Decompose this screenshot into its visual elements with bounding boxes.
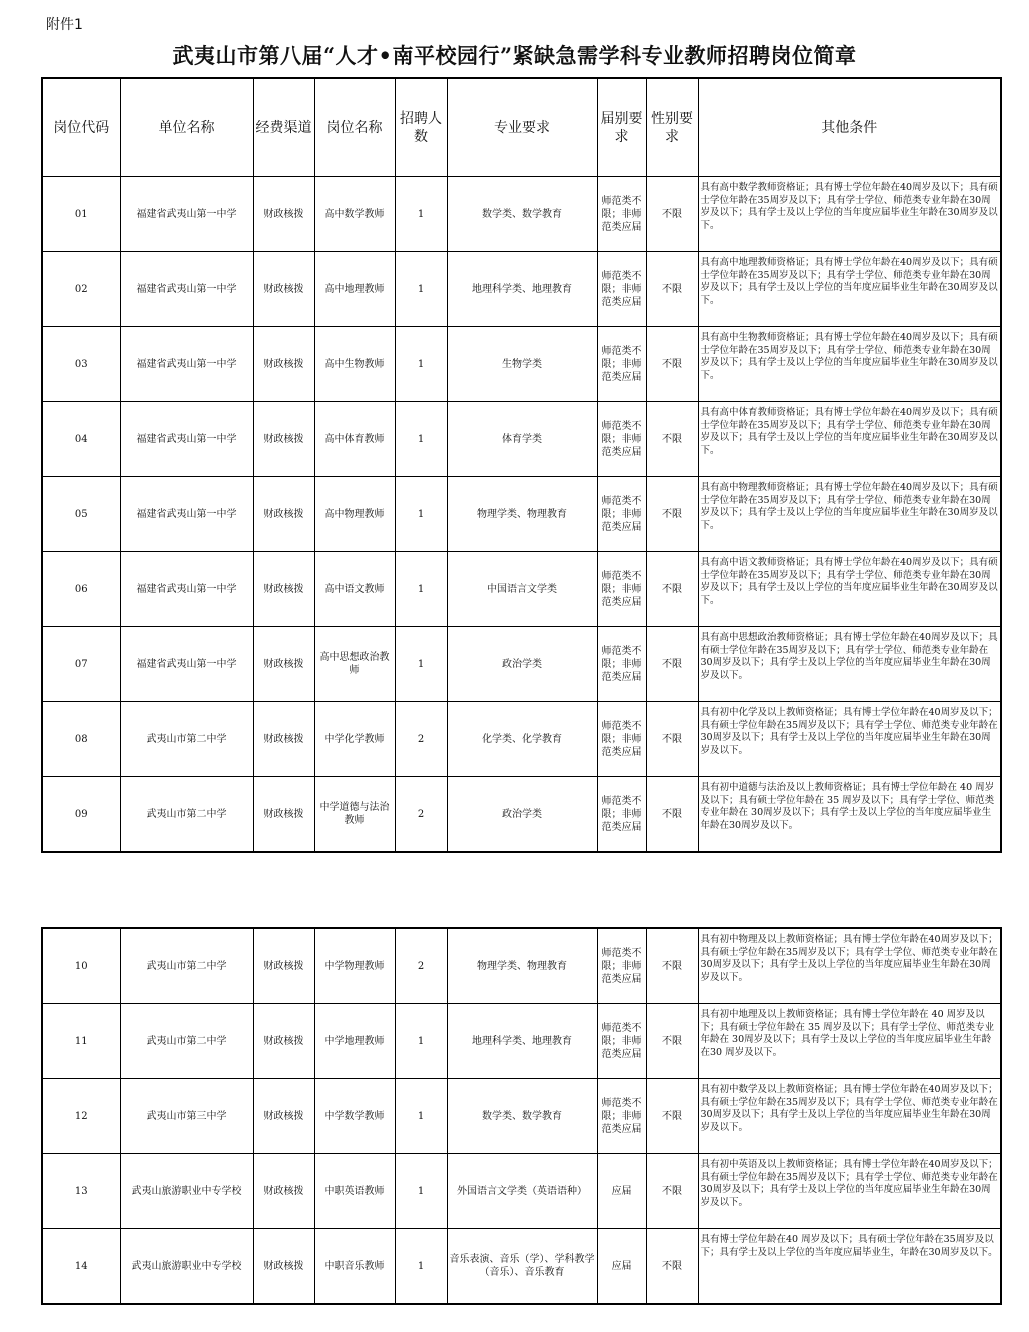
cell-other-conditions: 具有高中数学教师资格证；具有博士学位年龄在40周岁及以下；具有硕士学位年龄在35周岁及以下；具有学士学位、师范类专业年龄在30周岁及以下；具有学士及以上学位的当年度应届毕业生年龄在30周岁及以下。 (698, 177, 1001, 252)
cell-count: 2 (395, 777, 447, 853)
cell-count: 2 (395, 702, 447, 777)
cell-code: 07 (42, 627, 120, 702)
cell-major: 政治学类 (447, 777, 597, 853)
cell-count: 1 (395, 627, 447, 702)
table-row (42, 627, 1001, 702)
cell-graduate: 师范类不限；非师范类应届 (597, 402, 646, 477)
cell-other-conditions: 具有初中物理及以上教师资格证；具有博士学位年龄在40周岁及以下；具有硕士学位年龄在35周岁及以下；具有学士学位、师范类专业年龄在30周岁及以下；具有学士及以上学位的当年度应届毕业生年龄在30周岁及以下。 (698, 928, 1001, 1004)
cell-code: 05 (42, 477, 120, 552)
cell-other-conditions: 具有初中化学及以上教师资格证；具有博士学位年龄在40周岁及以下；具有硕士学位年龄在35周岁及以下；具有学士学位、师范类专业年龄在30周岁及以下；具有学士及以上学位的当年度应届毕业生年龄在30周岁及以下。 (698, 702, 1001, 777)
cell-major: 地理科学类、地理教育 (447, 1004, 597, 1079)
cell-graduate: 师范类不限；非师范类应届 (597, 252, 646, 327)
cell-unit: 福建省武夷山第一中学 (120, 402, 253, 477)
cell-position: 中职英语教师 (314, 1154, 395, 1229)
cell-unit: 福建省武夷山第一中学 (120, 477, 253, 552)
cell-code: 11 (42, 1004, 120, 1079)
cell-code: 02 (42, 252, 120, 327)
cell-gender: 不限 (646, 702, 698, 777)
cell-funding: 财政核拨 (253, 252, 314, 327)
cell-funding: 财政核拨 (253, 402, 314, 477)
cell-code: 13 (42, 1154, 120, 1229)
cell-count: 1 (395, 252, 447, 327)
table-row (42, 1004, 1001, 1079)
document-title: 武夷山市第八届“人才•南平校园行”紧缺急需学科专业教师招聘岗位简章 (172, 43, 857, 68)
header-code: 岗位代码 (42, 78, 120, 177)
cell-funding: 财政核拨 (253, 928, 314, 1004)
cell-graduate: 师范类不限；非师范类应届 (597, 702, 646, 777)
cell-position: 中职音乐教师 (314, 1229, 395, 1305)
cell-count: 1 (395, 177, 447, 252)
table-row (42, 777, 1001, 853)
cell-position: 中学物理教师 (314, 928, 395, 1004)
cell-graduate: 师范类不限；非师范类应届 (597, 177, 646, 252)
cell-major: 数学类、数学教育 (447, 177, 597, 252)
cell-count: 1 (395, 552, 447, 627)
cell-position: 高中地理教师 (314, 252, 395, 327)
cell-unit: 福建省武夷山第一中学 (120, 177, 253, 252)
cell-position: 中学数学教师 (314, 1079, 395, 1154)
cell-code: 06 (42, 552, 120, 627)
cell-gender: 不限 (646, 1079, 698, 1154)
cell-graduate: 师范类不限；非师范类应届 (597, 477, 646, 552)
cell-graduate: 师范类不限；非师范类应届 (597, 1004, 646, 1079)
cell-unit: 福建省武夷山第一中学 (120, 252, 253, 327)
cell-gender: 不限 (646, 627, 698, 702)
cell-major: 体育学类 (447, 402, 597, 477)
cell-unit: 武夷山旅游职业中专学校 (120, 1229, 253, 1305)
cell-other-conditions: 具有高中生物教师资格证；具有博士学位年龄在40周岁及以下；具有硕士学位年龄在35周岁及以下；具有学士学位、师范类专业年龄在30周岁及以下；具有学士及以上学位的当年度应届毕业生年龄在30周岁及以下。 (698, 327, 1001, 402)
table-row (42, 552, 1001, 627)
cell-funding: 财政核拨 (253, 552, 314, 627)
cell-funding: 财政核拨 (253, 477, 314, 552)
cell-gender: 不限 (646, 327, 698, 402)
cell-position: 中学地理教师 (314, 1004, 395, 1079)
header-unit: 单位名称 (120, 78, 253, 177)
cell-code: 03 (42, 327, 120, 402)
cell-code: 10 (42, 928, 120, 1004)
cell-gender: 不限 (646, 252, 698, 327)
cell-code: 04 (42, 402, 120, 477)
cell-count: 1 (395, 1229, 447, 1305)
table-row (42, 928, 1001, 1004)
cell-unit: 武夷山市第二中学 (120, 702, 253, 777)
cell-major: 中国语言文学类 (447, 552, 597, 627)
cell-other-conditions: 具有初中道德与法治及以上教师资格证；具有博士学位年龄在 40 周岁及以下；具有硕士学位年龄在 35 周岁及以下；具有学士学位、师范类专业年龄在 30周岁及以下；具有学士及以上学位的当年度应届毕业生年龄在30周岁及以下。 (698, 777, 1001, 853)
cell-count: 1 (395, 327, 447, 402)
cell-graduate: 师范类不限；非师范类应届 (597, 928, 646, 1004)
header-position: 岗位名称 (314, 78, 395, 177)
cell-other-conditions: 具有高中语文教师资格证；具有博士学位年龄在40周岁及以下；具有硕士学位年龄在35周岁及以下；具有学士学位、师范类专业年龄在30周岁及以下；具有学士及以上学位的当年度应届毕业生年龄在30周岁及以下。 (698, 552, 1001, 627)
cell-graduate: 师范类不限；非师范类应届 (597, 1079, 646, 1154)
table-row (42, 1229, 1001, 1305)
cell-funding: 财政核拨 (253, 1229, 314, 1305)
cell-position: 中学道德与法治教师 (314, 777, 395, 853)
cell-major: 地理科学类、地理教育 (447, 252, 597, 327)
cell-other-conditions: 具有初中英语及以上教师资格证；具有博士学位年龄在40周岁及以下；具有硕士学位年龄在35周岁及以下；具有学士学位、师范类专业年龄在30周岁及以下；具有学士及以上学位的当年度应届毕业生年龄在30周岁及以下。 (698, 1154, 1001, 1229)
cell-other-conditions: 具有博士学位年龄在40 周岁及以下；具有硕士学位年龄在35周岁及以下；具有学士及以上学位的当年度应届毕业生，年龄在30周岁及以下。 (698, 1229, 1001, 1305)
cell-funding: 财政核拨 (253, 777, 314, 853)
header-row (42, 78, 1001, 177)
header-funding: 经费渠道 (253, 78, 314, 177)
cell-gender: 不限 (646, 1154, 698, 1229)
cell-unit: 福建省武夷山第一中学 (120, 327, 253, 402)
cell-unit: 福建省武夷山第一中学 (120, 627, 253, 702)
cell-code: 01 (42, 177, 120, 252)
cell-count: 1 (395, 477, 447, 552)
cell-funding: 财政核拨 (253, 327, 314, 402)
cell-count: 2 (395, 928, 447, 1004)
cell-other-conditions: 具有初中数学及以上教师资格证；具有博士学位年龄在40周岁及以下；具有硕士学位年龄在35周岁及以下；具有学士学位、师范类专业年龄在30周岁及以下；具有学士及以上学位的当年度应届毕业生年龄在30周岁及以下。 (698, 1079, 1001, 1154)
cell-graduate: 师范类不限；非师范类应届 (597, 627, 646, 702)
cell-position: 中学化学教师 (314, 702, 395, 777)
cell-graduate: 师范类不限；非师范类应届 (597, 777, 646, 853)
cell-gender: 不限 (646, 552, 698, 627)
cell-major: 物理学类、物理教育 (447, 928, 597, 1004)
cell-major: 音乐表演、音乐（学）、学科教学（音乐）、音乐教育 (447, 1229, 597, 1305)
table-row (42, 702, 1001, 777)
header-major: 专业要求 (447, 78, 597, 177)
table-row (42, 1079, 1001, 1154)
cell-position: 高中体育教师 (314, 402, 395, 477)
cell-gender: 不限 (646, 777, 698, 853)
cell-graduate: 师范类不限；非师范类应届 (597, 327, 646, 402)
cell-other-conditions: 具有高中思想政治教师资格证；具有博士学位年龄在40周岁及以下；具有硕士学位年龄在35周岁及以下；具有学士学位、师范类专业年龄在30周岁及以下；具有学士及以上学位的当年度应届毕业生年龄在30周岁及以下。 (698, 627, 1001, 702)
cell-code: 12 (42, 1079, 120, 1154)
cell-graduate: 师范类不限；非师范类应届 (597, 552, 646, 627)
cell-gender: 不限 (646, 1004, 698, 1079)
cell-position: 高中语文教师 (314, 552, 395, 627)
cell-count: 1 (395, 1004, 447, 1079)
cell-unit: 武夷山市第三中学 (120, 1079, 253, 1154)
cell-position: 高中数学教师 (314, 177, 395, 252)
cell-major: 政治学类 (447, 627, 597, 702)
header-gender: 性别要求 (646, 78, 698, 177)
table-row (42, 1154, 1001, 1229)
cell-unit: 武夷山市第二中学 (120, 777, 253, 853)
cell-unit: 武夷山市第二中学 (120, 928, 253, 1004)
cell-unit: 武夷山旅游职业中专学校 (120, 1154, 253, 1229)
cell-count: 1 (395, 1154, 447, 1229)
table-row (42, 177, 1001, 252)
cell-code: 14 (42, 1229, 120, 1305)
cell-major: 数学类、数学教育 (447, 1079, 597, 1154)
header-count: 招聘人数 (395, 78, 447, 177)
cell-major: 外国语言文学类（英语语种） (447, 1154, 597, 1229)
cell-position: 高中生物教师 (314, 327, 395, 402)
header-graduate: 届别要求 (597, 78, 646, 177)
cell-unit: 福建省武夷山第一中学 (120, 552, 253, 627)
cell-gender: 不限 (646, 177, 698, 252)
cell-major: 生物学类 (447, 327, 597, 402)
cell-gender: 不限 (646, 928, 698, 1004)
cell-code: 09 (42, 777, 120, 853)
cell-unit: 武夷山市第二中学 (120, 1004, 253, 1079)
cell-funding: 财政核拨 (253, 177, 314, 252)
cell-funding: 财政核拨 (253, 627, 314, 702)
cell-other-conditions: 具有高中地理教师资格证；具有博士学位年龄在40周岁及以下；具有硕士学位年龄在35周岁及以下；具有学士学位、师范类专业年龄在30周岁及以下；具有学士及以上学位的当年度应届毕业生年龄在30周岁及以下。 (698, 252, 1001, 327)
cell-position: 高中物理教师 (314, 477, 395, 552)
cell-other-conditions: 具有初中地理及以上教师资格证；具有博士学位年龄在 40 周岁及以下；具有硕士学位年龄在 35 周岁及以下；具有学士学位、师范类专业年龄在 30周岁及以下；具有学士及以上学位的当年度应届毕业生年龄在30 周岁及以下。 (698, 1004, 1001, 1079)
cell-other-conditions: 具有高中体育教师资格证；具有博士学位年龄在40周岁及以下；具有硕士学位年龄在35周岁及以下；具有学士学位、师范类专业年龄在30周岁及以下；具有学士及以上学位的当年度应届毕业生年龄在30周岁及以下。 (698, 402, 1001, 477)
cell-funding: 财政核拨 (253, 702, 314, 777)
table-row (42, 252, 1001, 327)
positions-table-page1 (41, 77, 1002, 853)
cell-gender: 不限 (646, 402, 698, 477)
cell-count: 1 (395, 402, 447, 477)
table-row (42, 402, 1001, 477)
attachment-label: 附件1 (46, 17, 83, 33)
table-row (42, 477, 1001, 552)
table-row (42, 327, 1001, 402)
positions-table-page2 (41, 927, 1002, 1305)
cell-major: 化学类、化学教育 (447, 702, 597, 777)
cell-gender: 不限 (646, 1229, 698, 1305)
cell-funding: 财政核拨 (253, 1079, 314, 1154)
cell-funding: 财政核拨 (253, 1154, 314, 1229)
cell-graduate: 应届 (597, 1229, 646, 1305)
cell-other-conditions: 具有高中物理教师资格证；具有博士学位年龄在40周岁及以下；具有硕士学位年龄在35周岁及以下；具有学士学位、师范类专业年龄在30周岁及以下；具有学士及以上学位的当年度应届毕业生年龄在30周岁及以下。 (698, 477, 1001, 552)
cell-funding: 财政核拨 (253, 1004, 314, 1079)
cell-code: 08 (42, 702, 120, 777)
cell-major: 物理学类、物理教育 (447, 477, 597, 552)
cell-position: 高中思想政治教师 (314, 627, 395, 702)
header-other: 其他条件 (698, 78, 1001, 177)
cell-graduate: 应届 (597, 1154, 646, 1229)
cell-count: 1 (395, 1079, 447, 1154)
cell-gender: 不限 (646, 477, 698, 552)
